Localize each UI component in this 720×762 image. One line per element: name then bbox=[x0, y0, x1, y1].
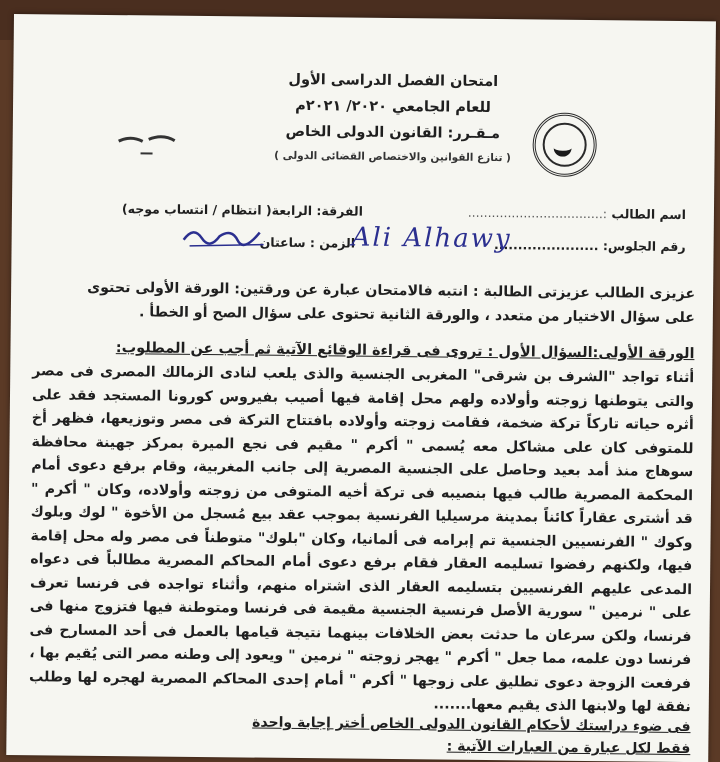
exam-title: امتحان الفصل الدراسى الأول bbox=[288, 71, 499, 91]
question-title: الورقة الأولى:السؤال الأول : تروى فى قراءة الوقائع الآتية ثم أجب عن المطلوب: bbox=[115, 340, 695, 363]
academic-year: للعام الجامعي ٢٠٢٠/ ٢٠٢١م bbox=[295, 97, 491, 116]
time-label: الزمن : ساعتان bbox=[259, 234, 356, 251]
signature-scribble-icon bbox=[112, 127, 182, 162]
handwritten-name: Ali Alhawy bbox=[351, 222, 512, 255]
exam-paper bbox=[6, 14, 716, 762]
handwritten-squiggle-icon bbox=[180, 222, 270, 253]
question-paragraph: أثناء تواجد "الشرف بن شرقى" المغربى الجنسية والذى يلعب لنادى الزمالك المصرى فى مصر والتى يتوطنها زوجته وأولاده ولهم محل إقامة فيها أصيب بفيروس كورونا المستجد فقد على أثره حياته تاركاً تركة ضخمة، فقامت زوجته وأولاده بافتتاح التركة فى مصر وتوزيعها، فظهر أخ للمتوفى كان على مشاكل معه يُسمى " أكرم " مقيم فى نجع الميرة بمركز جهينة محافظة سوهاج منذ أمد بعيد وحاصل على الجنسية المصرية إلى جانب المغربية، وقام برفع دعوى أمام المحكمة المصرية طالب فيها بنصيبه فى تركة أخيه المتوفى من زوجته وأولاده، وكان " أكرم " قد أشترى عقاراً كائناً بمدينة مرسيليا الفرنسية بموجب عقد بيع مُسجل من الأخوة " لوك وبلوك وكوك " الفرنسيين الجنسية تم إبرامه فى ألمانيا، وكان "بلوك" متوطناً فى مصر وله محل إقامة فيها، ولكنهم رفضوا تسليمه العقار فقام برفع دعوى أمام المحاكم المصرية مطالباً فى دعواه المدعى عليهم الفرنسيين بتسليمه العقار الذى اشتراه منهم، وأثناء تواجده فى فرنسا تعرف على " نرمين " سورية الأصل فرنسية الجنسية مقيمة فى فرنسا ومتوطنة فيها فتزوج منها فى فرنسا، ولكن سرعان ما حدثت بعض الخلافات بينهما نتيجة قيامها بالعمل فى أحد المسارح فى فرنسا دون علمه، مما جعل " أكرم " يهجر زوجته " نرمين " ويعود إلى وطنه مصر التى يُقيم بها ، فرفعت الزوجة دعوى تطليق على زوجها " أكرم " أمام إحدى المحاكم المصرية لهجره لها وطلب نفقة لها ولابنها الذى يقيم معها....... bbox=[28, 363, 695, 716]
answer-instruction-line-1: فى ضوء دراستك لأحكام القانون الدولى الخاص أختر إجابة واحدة bbox=[252, 714, 691, 736]
instructions bbox=[33, 276, 695, 330]
student-name-row bbox=[468, 205, 686, 222]
instructions-line-1: عزيزى الطالب عزيزتى الطالبة : انتبه فالامتحان عبارة عن ورقتين: الورقة الأولى تحتوى bbox=[87, 279, 696, 303]
instructions-line-2: على سؤال الاختيار من متعدد ، والورقة الثانية تحتوى على سؤال الصح أو الخطأ . bbox=[138, 303, 695, 326]
answer-instruction-line-2: فقط لكل عبارة من العبارات الآتية : bbox=[446, 738, 691, 758]
course-subtitle: ( تنازع القوانين والاختصاص القضائى الدولى ) bbox=[274, 149, 511, 165]
level-label: الفرقة: الرابعة( انتظام / انتساب موجه) bbox=[121, 201, 364, 219]
course-name: مـقـرر: القانون الدولى الخاص bbox=[285, 123, 501, 143]
university-logo-icon bbox=[532, 112, 597, 177]
student-name-field[interactable]: :.................................. bbox=[467, 204, 608, 222]
seat-number-label: رقم الجلوس: ...................... bbox=[494, 237, 686, 255]
student-name-label: اسم الطالب bbox=[611, 206, 687, 223]
exam-header bbox=[242, 71, 543, 164]
